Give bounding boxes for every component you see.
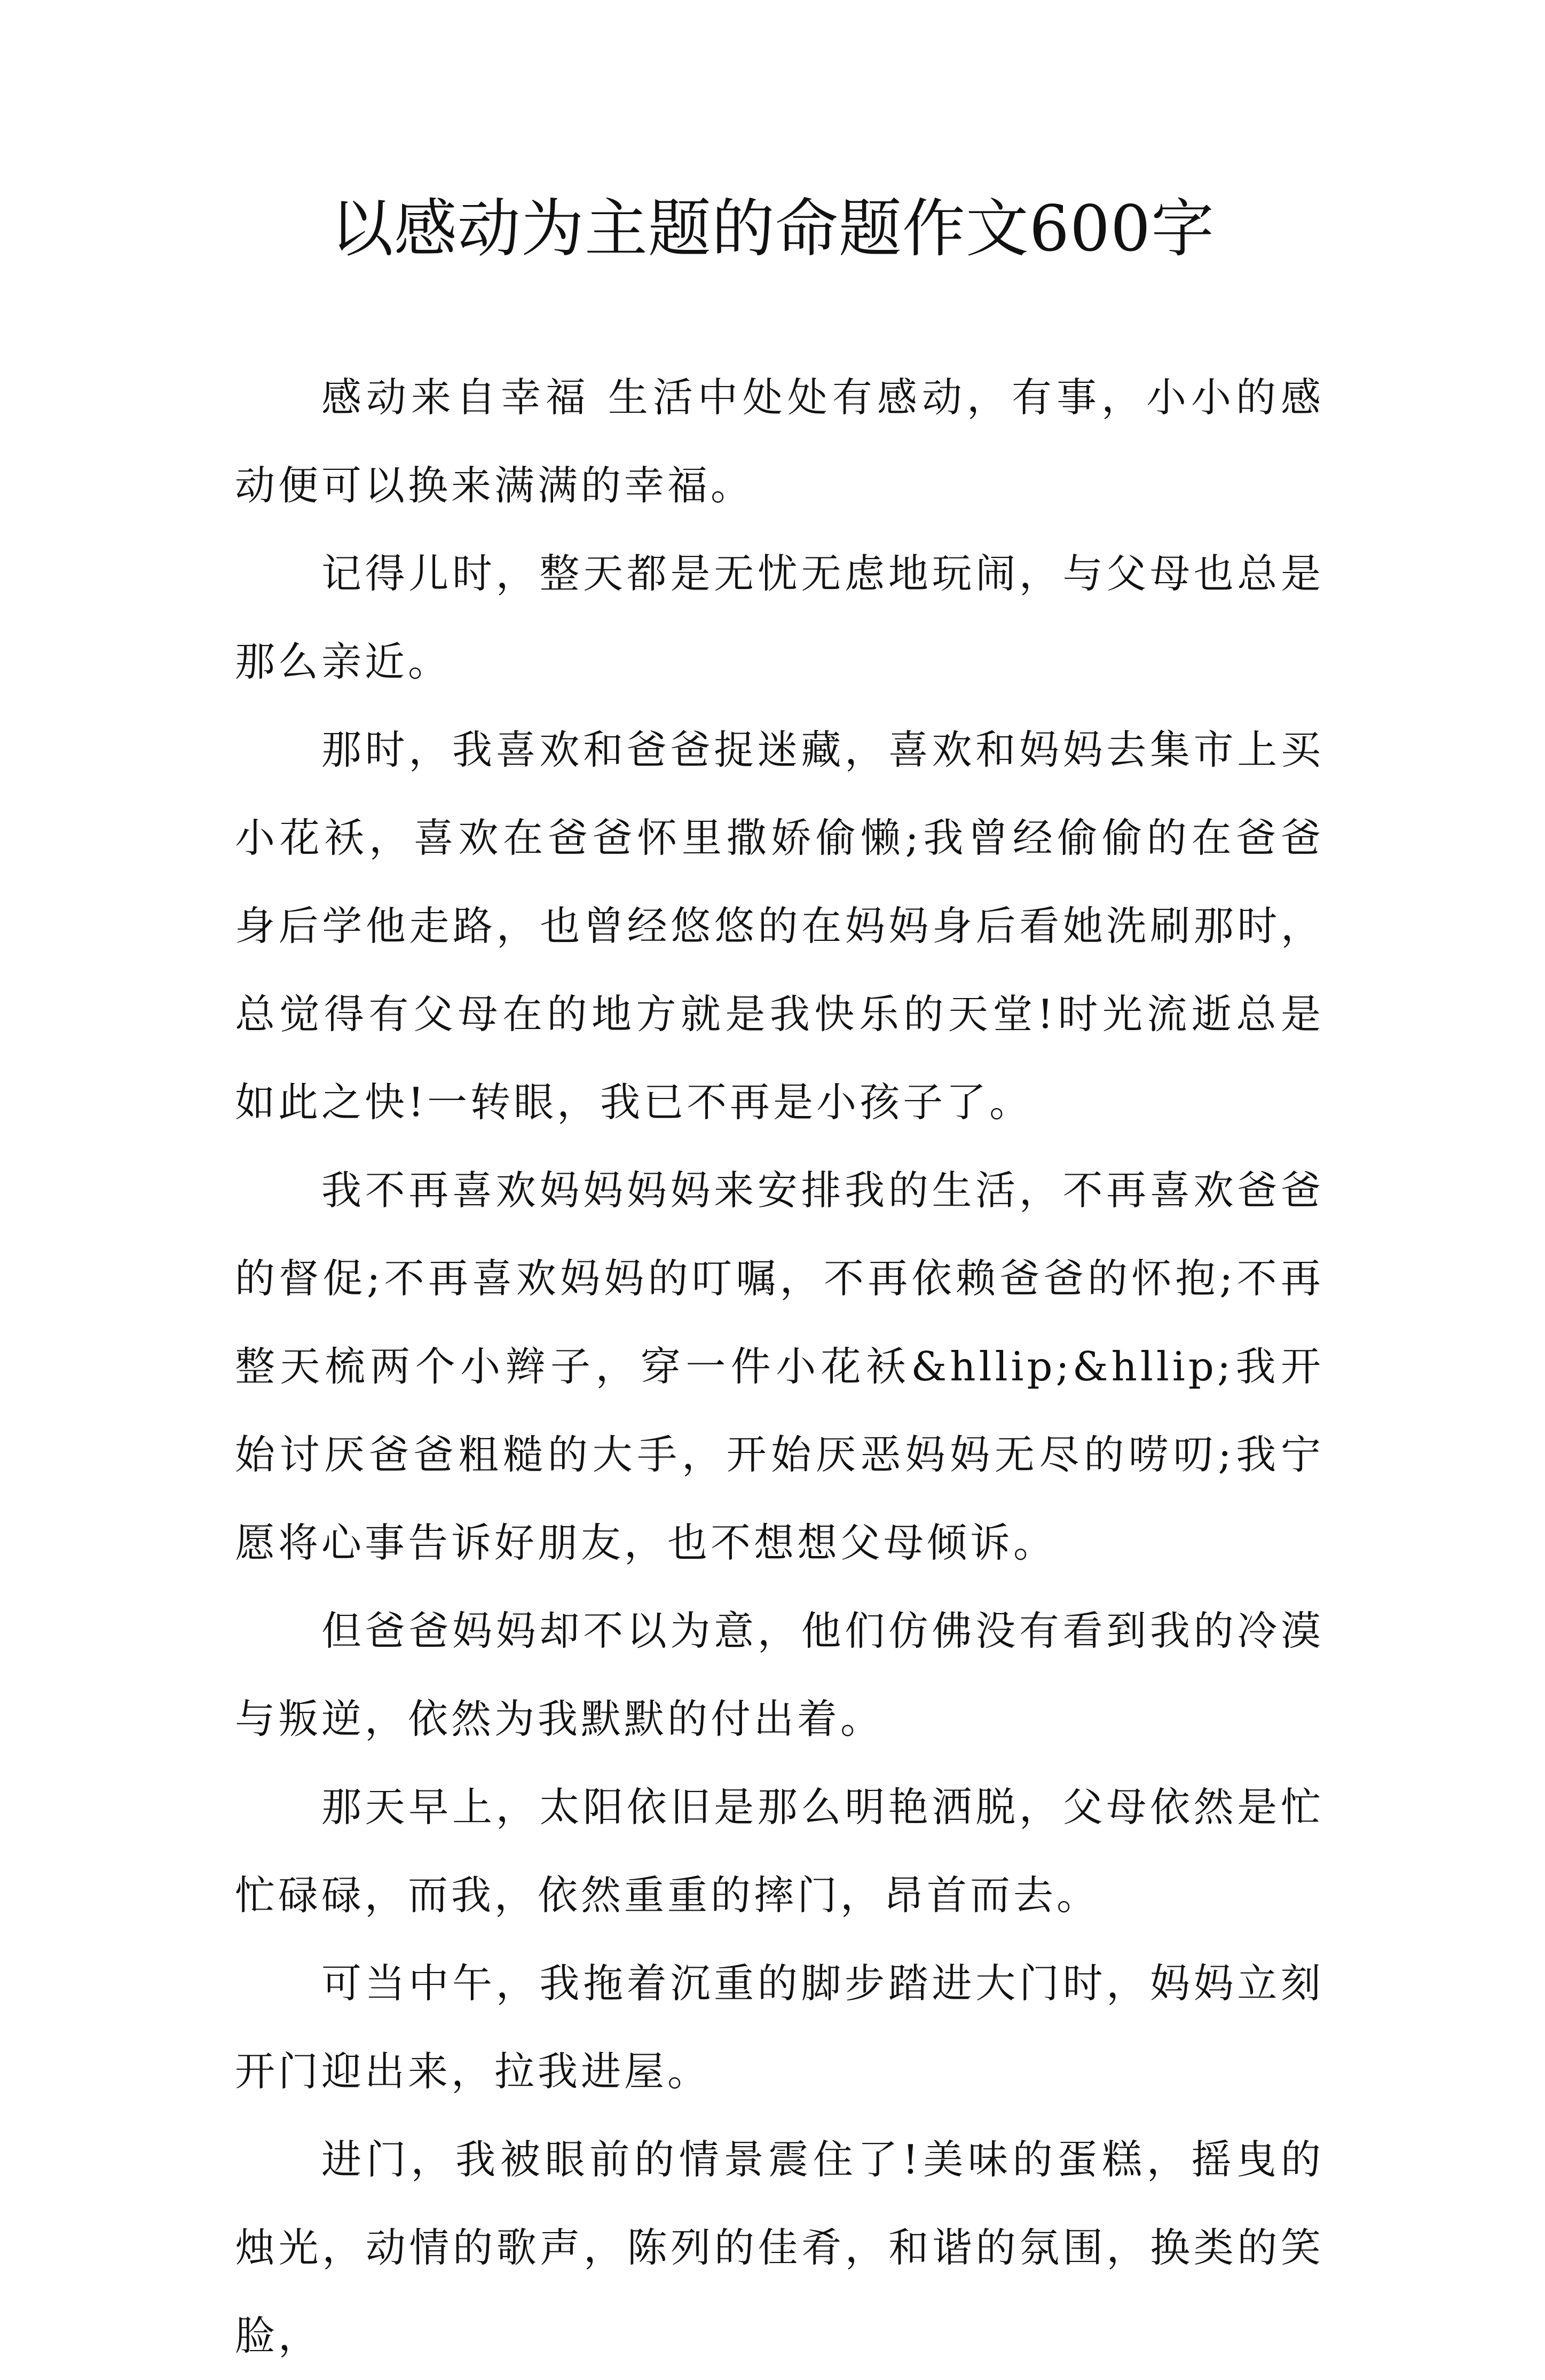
paragraph: 感动来自幸福 生活中处处有感动，有事，小小的感动便可以换来满满的幸福。 (235, 374, 1324, 509)
paragraph: 那时，我喜欢和爸爸捉迷藏，喜欢和妈妈去集市上买小花袄，喜欢在爸爸怀里撒娇偷懒;我曾经偷偷的在爸爸身后学他走路，也曾经悠悠的在妈妈身后看她洗刷那时，总觉得有父母在的地方就是我快乐的天堂!时光流逝总是如此之快!一转眼，我已不再是小孩子了。 (235, 726, 1324, 1126)
paragraph: 我不再喜欢妈妈妈妈来安排我的生活，不再喜欢爸爸的督促;不再喜欢妈妈的叮嘱，不再依赖爸爸的怀抱;不再整天梳两个小辫子，穿一件小花袄&hllip;&hllip;我开始讨厌爸爸粗糙的大手，开始厌恶妈妈无尽的唠叨;我宁愿将心事告诉好朋友，也不想想父母倾诉。 (235, 1167, 1324, 1566)
paragraph: 记得儿时，整天都是无忧无虑地玩闹，与父母也总是那么亲近。 (235, 550, 1324, 685)
document-title: 以感动为主题的命题作文600字 (330, 192, 1215, 265)
document-body (235, 354, 1324, 2380)
paragraph: 那天早上，太阳依旧是那么明艳洒脱，父母依然是忙忙碌碌，而我，依然重重的摔门，昂首而去。 (235, 1784, 1324, 1919)
paragraph: 可当中午，我拖着沉重的脚步踏进大门时，妈妈立刻开门迎出来，拉我进屋。 (235, 1960, 1324, 2095)
paragraph: 但爸爸妈妈却不以为意，他们仿佛没有看到我的冷漠与叛逆，依然为我默默的付出着。 (235, 1607, 1324, 1742)
paragraph: 进门，我被眼前的情景震住了!美味的蛋糕，摇曳的烛光，动情的歌声，陈列的佳肴，和谐的氛围，换类的笑脸， (235, 2136, 1324, 2359)
